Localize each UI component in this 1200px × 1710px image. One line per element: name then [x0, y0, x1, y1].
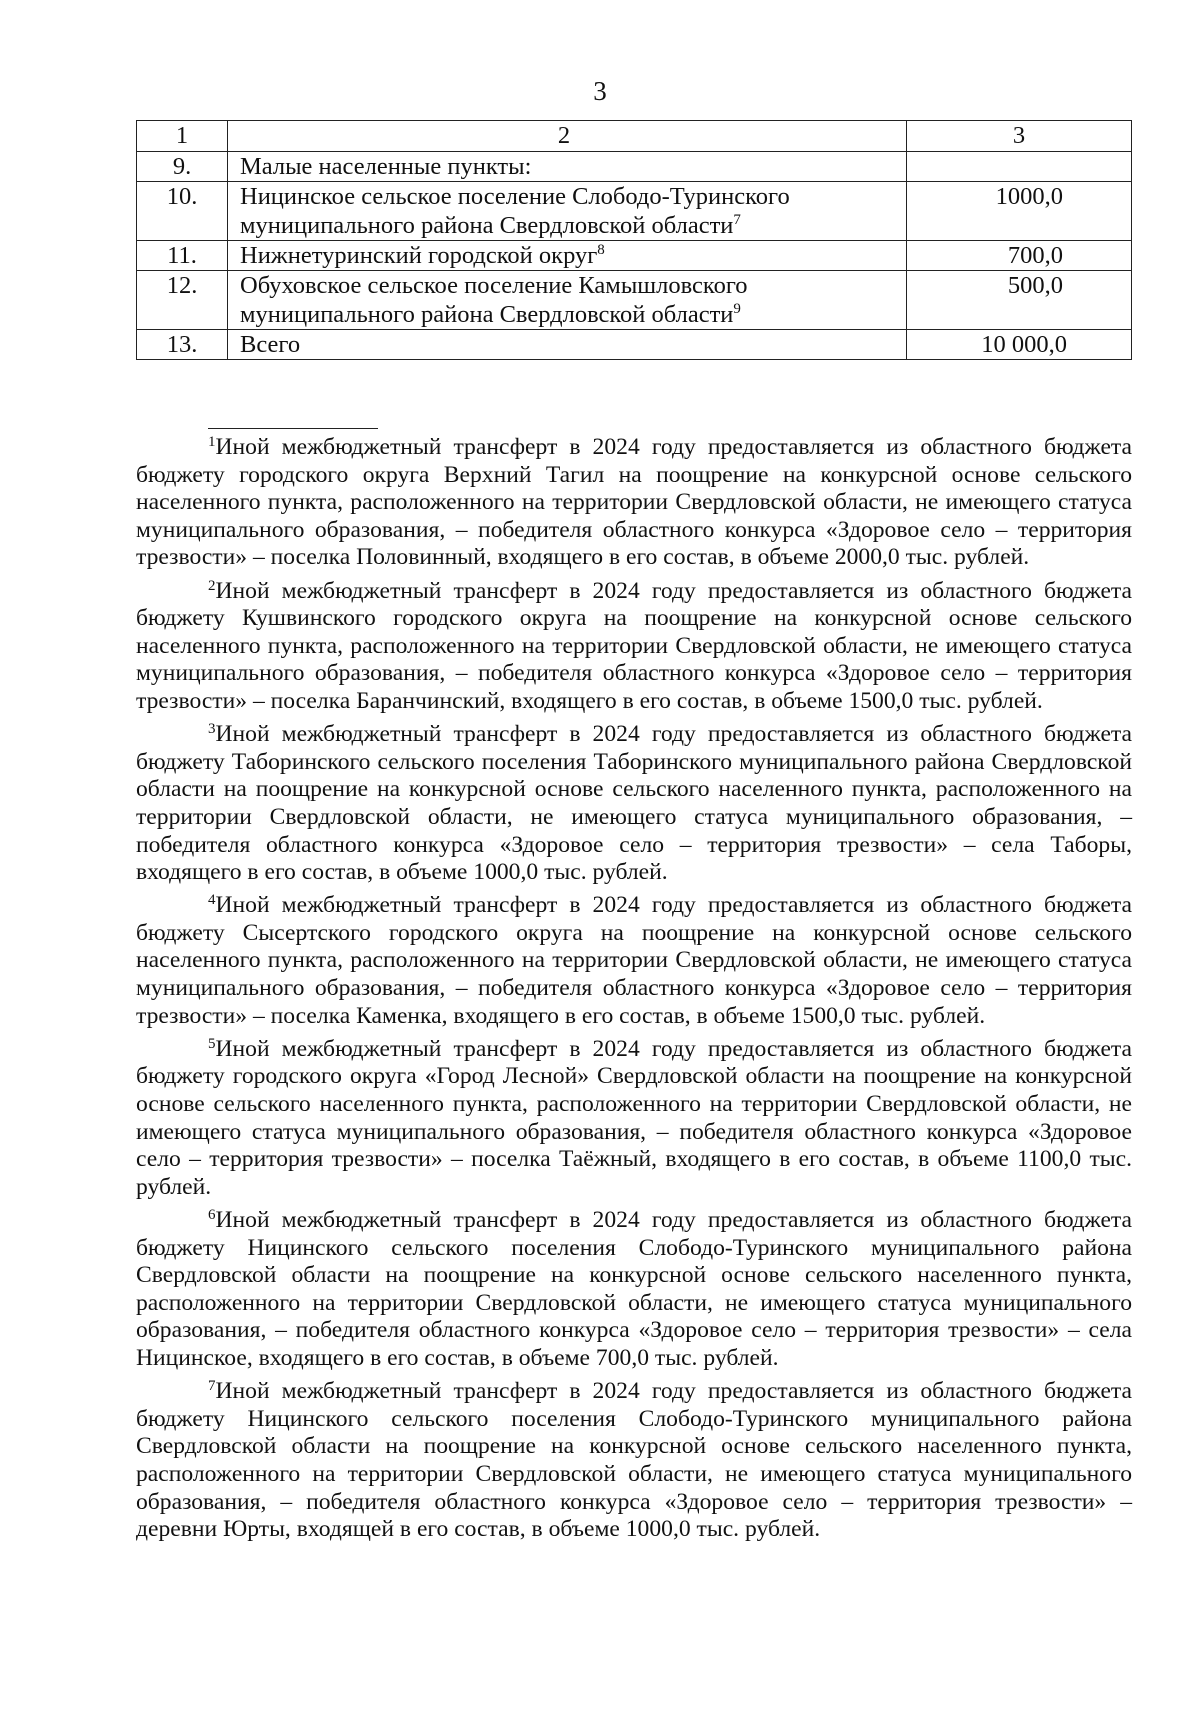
page-number: 3: [593, 76, 607, 106]
row-value: 500,0: [907, 271, 1132, 330]
footnote: [136, 578, 1132, 716]
row-value: 1000,0: [907, 182, 1132, 241]
footnote: [136, 721, 1132, 887]
footnote-mark: 6: [208, 1207, 216, 1223]
row-value: 700,0: [907, 241, 1132, 271]
row-name: [228, 330, 907, 360]
footnote-text: Иной межбюджетный трансферт в 2024 году предоставляется из областного бюджета бюджету Кушвинского городского округа на поощрение на конкурсной основе сельского населенного пункта, расположенного на территории Свердловской области, не имеющего статуса муниципального образования, – победителя областного конкурса «Здоровое село – территория трезвости» – поселка Баранчинский, входящего в его состав, в объеме 1500,0 тыс. рублей.: [136, 577, 1132, 714]
row-value: [907, 152, 1132, 182]
footnote-mark: 4: [208, 892, 216, 909]
footnote: [136, 1207, 1132, 1373]
column-header-1: 1: [137, 121, 228, 152]
footnote-text: Иной межбюджетный трансферт в 2024 году предоставляется из областного бюджета бюджету Ницинского сельского поселения Слободо-Туринского муниципального района Свердловской области на поощрение на конкурсной основе сельского населенного пункта, расположенного на территории Свердловской области, не имеющего статуса муниципального образования, – победителя областного конкурса «Здоровое село – территория трезвости» – деревни Юрты, входящей в его состав, в объеме 1000,0 тыс. рублей.: [136, 1378, 1132, 1543]
footnote-text: Иной межбюджетный трансферт в 2024 году предоставляется из областного бюджета бюджету Таборинского сельского поселения Таборинского муниципального района Свердловской области на поощрение на конкурсной основе сельского населенного пункта, расположенного на территории Свердловской области, не имеющего статуса муниципального образования, – победителя областного конкурса «Здоровое село – территория трезвости» – села Таборы, входящего в его состав, в объеме 1000,0 тыс. рублей.: [136, 721, 1132, 886]
footnote: [136, 1378, 1132, 1544]
table-row-total: [137, 330, 1132, 360]
footnote-mark: 5: [208, 1035, 216, 1052]
row-name-text: Ницинское сельское поселение Слободо-Туринского муниципального района Свердловской области: [240, 183, 790, 239]
footnote-ref: 7: [733, 212, 741, 228]
row-name-text: Нижнетуринский городской округ: [240, 242, 598, 269]
table-row: [137, 241, 1132, 271]
footnote-text: Иной межбюджетный трансферт в 2024 году предоставляется из областного бюджета бюджету городского округа «Город Лесной» Свердловской области на поощрение на конкурсной основе сельского населенного пункта, расположенного на территории Свердловской области, не имеющего статуса муниципального образования, – победителя областного конкурса «Здоровое село – территория трезвости» – поселка Таёжный, входящего в его состав, в объеме 1100,0 тыс. рублей.: [136, 1035, 1132, 1200]
footnote-mark: 2: [208, 577, 216, 594]
footnote-mark: 7: [208, 1378, 216, 1395]
row-value: 10 000,0: [907, 330, 1132, 360]
row-number: 9.: [137, 152, 228, 182]
row-number: 13.: [137, 330, 228, 360]
table-header-row: [137, 121, 1132, 152]
footnotes: [136, 434, 1132, 1549]
footnote: [136, 1036, 1132, 1202]
budget-table: [136, 120, 1132, 360]
row-name-text: Малые населенные пункты:: [240, 153, 532, 180]
footnote-mark: 3: [208, 721, 216, 738]
footnote-divider: [208, 428, 378, 429]
column-header-3: 3: [907, 121, 1132, 152]
footnote: [136, 892, 1132, 1030]
row-number: 12.: [137, 271, 228, 330]
row-name-text: Всего: [240, 331, 301, 358]
row-name: [228, 271, 907, 330]
row-name: [228, 152, 907, 182]
footnote-text: Иной межбюджетный трансферт в 2024 году предоставляется из областного бюджета бюджету Сысертского городского округа на поощрение на конкурсной основе сельского населенного пункта, расположенного на территории Свердловской области, не имеющего статуса муниципального образования, – победителя областного конкурса «Здоровое село – территория трезвости» – поселка Каменка, входящего в его состав, в объеме 1500,0 тыс. рублей.: [136, 892, 1132, 1029]
row-name-text: Обуховское сельское поселение Камышловского муниципального района Свердловской области: [240, 272, 748, 328]
footnote-ref: 8: [597, 242, 605, 258]
table-row: [137, 182, 1132, 241]
footnote-text: Иной межбюджетный трансферт в 2024 году предоставляется из областного бюджета бюджету Ницинского сельского поселения Слободо-Туринского муниципального района Свердловской области на поощрение на конкурсной основе сельского населенного пункта, расположенного на территории Свердловской области, не имеющего статуса муниципального образования, – победителя областного конкурса «Здоровое село – территория трезвости» – села Ницинское, входящего в его состав, в объеме 700,0 тыс. рублей.: [136, 1207, 1132, 1371]
footnote: [136, 434, 1132, 572]
footnote-ref: 9: [733, 301, 741, 317]
table-row: [137, 271, 1132, 330]
row-name: [228, 182, 907, 241]
column-header-2: 2: [228, 121, 907, 152]
row-number: 11.: [137, 241, 228, 271]
footnote-mark: 1: [208, 434, 216, 450]
footnote-text: Иной межбюджетный трансферт в 2024 году предоставляется из областного бюджета бюджету городского округа Верхний Тагил на поощрение на конкурсной основе сельского населенного пункта, расположенного на территории Свердловской области, не имеющего статуса муниципального образования, – победителя областного конкурса «Здоровое село – территория трезвости» – поселка Половинный, входящего в его состав, в объеме 2000,0 тыс. рублей.: [136, 434, 1132, 571]
table-row: [137, 152, 1132, 182]
row-number: 10.: [137, 182, 228, 241]
row-name: [228, 241, 907, 271]
